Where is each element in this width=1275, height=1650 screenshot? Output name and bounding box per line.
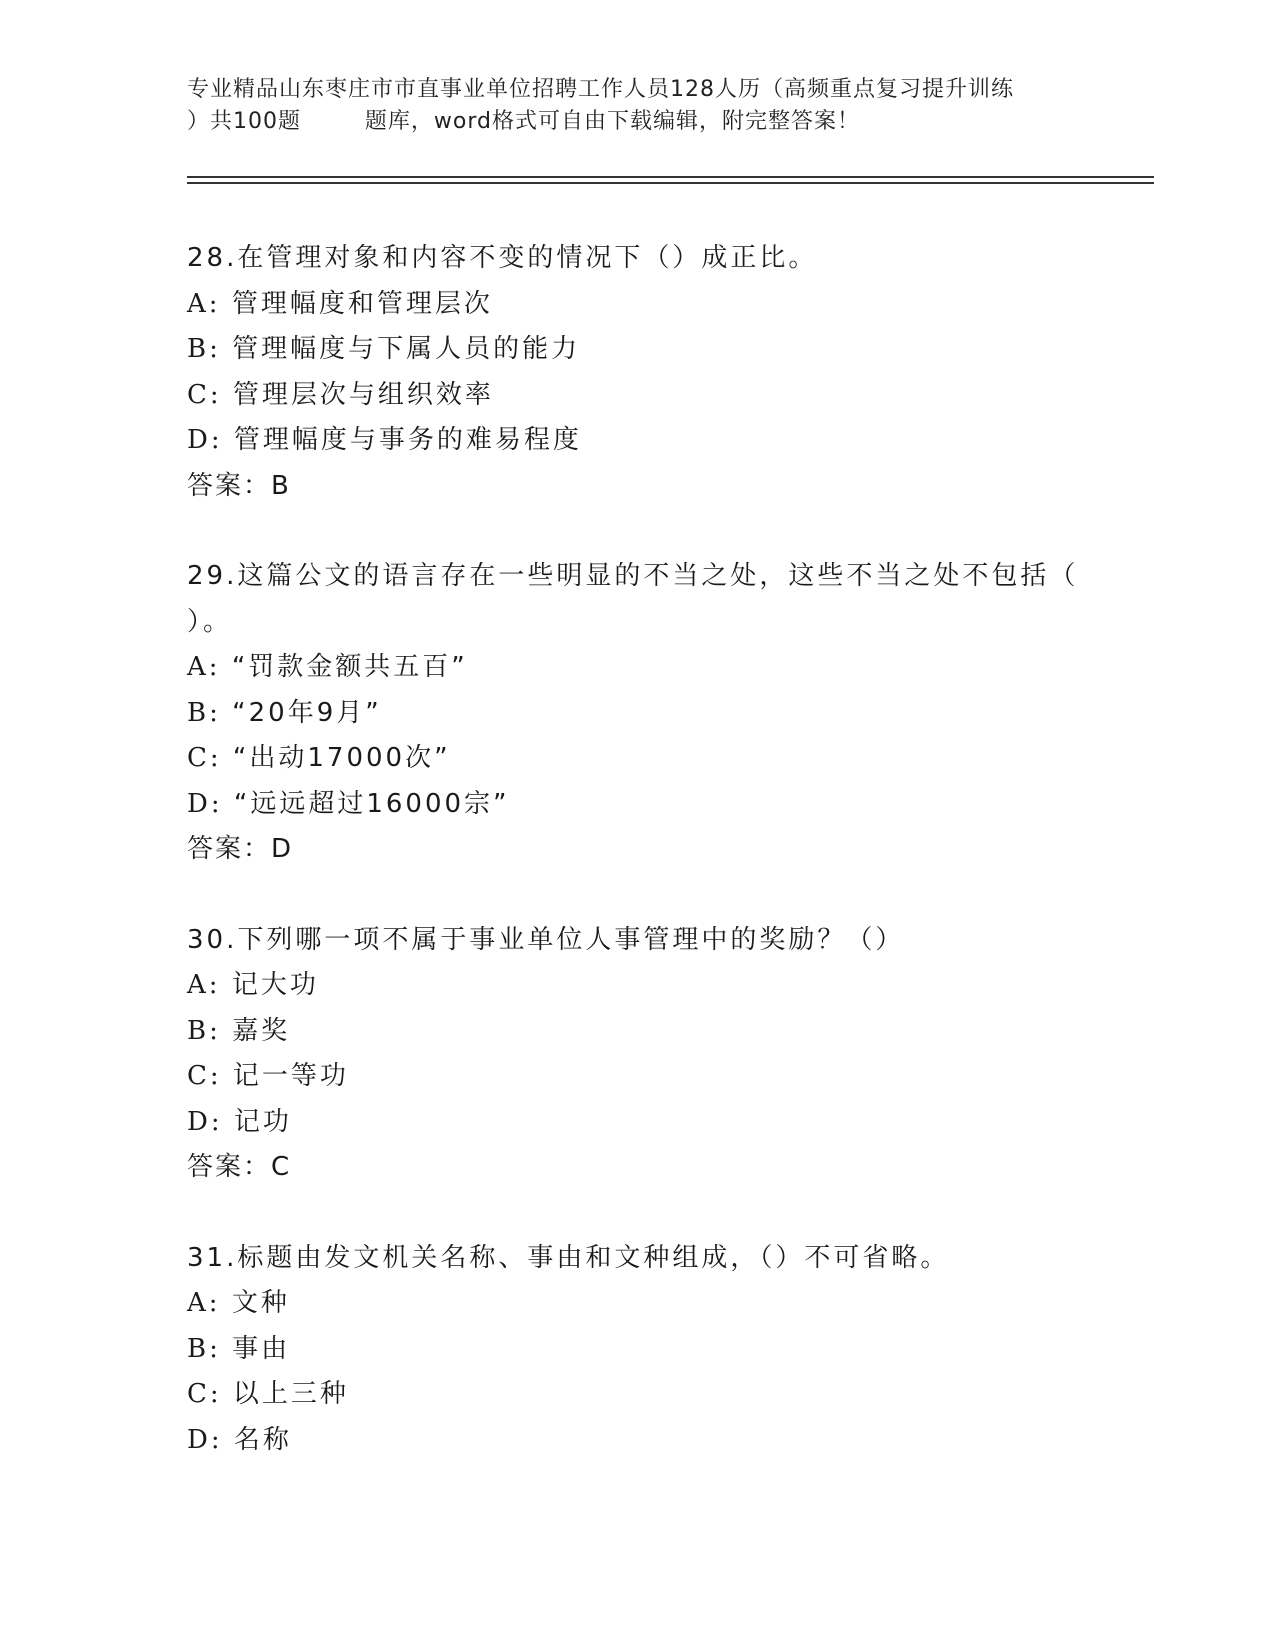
option-letter: A: [187,1288,221,1318]
option-text: 管理幅度与下属人员的能力 [232,334,581,364]
question-text: 31.标题由发文机关名称、事由和文种组成，（）不可省略。 [187,1242,950,1273]
header-divider-top [187,176,1154,178]
option-b [187,1327,1087,1373]
option-text: 嘉奖 [232,1015,291,1046]
option-b [187,327,1087,373]
option-letter: B: [187,1015,221,1046]
option-a [187,963,1087,1009]
option-letter: A: [187,970,221,1000]
option-letter: B: [187,334,221,364]
question-item [187,1236,1087,1464]
option-letter: D: [187,788,223,819]
option-letter: C: [187,1061,222,1091]
option-c [187,736,1087,782]
option-c [187,1054,1087,1100]
question-text: 29.这篇公文的语言存在一些明显的不当之处，这些不当之处不包括（ [187,561,1079,591]
option-text: 管理层次与组织效率 [232,379,494,410]
header-divider-bottom [187,182,1154,184]
question-item [187,236,1087,509]
option-d [187,1418,1087,1464]
option-text: “罚款金额共五百” [231,652,468,682]
question-text-continued: ）。 [187,606,233,637]
option-letter: C: [187,743,222,773]
question-item [187,918,1087,1191]
document-header [187,74,1087,138]
option-text: 管理幅度与事务的难易程度 [233,425,582,455]
option-text: 管理幅度和管理层次 [231,288,493,319]
answer-value: C [271,1152,293,1182]
option-letter: B: [187,1333,221,1364]
option-text: “出动17000次” [232,743,451,773]
question-text: 30.下列哪一项不属于事业单位人事管理中的奖励？（） [187,924,905,955]
option-text: “远远超过16000宗” [233,788,510,819]
option-letter: C: [187,379,222,410]
option-letter: D: [187,425,223,455]
option-letter: D: [187,1106,223,1137]
answer-label: 答案： [187,1152,272,1182]
question-item [187,554,1087,873]
question-text: 28.在管理对象和内容不变的情况下（）成正比。 [187,243,818,273]
option-text: 记一等功 [232,1061,349,1091]
option-b [187,691,1087,737]
option-a [187,645,1087,691]
option-letter: D: [187,1424,223,1455]
header-title-line-2: ）共100题 题库，word格式可自由下载编辑，附完整答案！ [187,109,861,134]
answer-line [187,464,1087,510]
header-title-line-1: 专业精品山东枣庄市市直事业单位招聘工作人员128人历（高频重点复习提升训练 [187,77,1014,102]
option-c [187,1372,1087,1418]
answer-label: 答案： [187,834,272,864]
option-letter: A: [187,652,221,682]
option-text: 记大功 [231,970,319,1000]
option-c [187,373,1087,419]
answer-line [187,827,1087,873]
option-text: 记功 [233,1106,292,1137]
option-letter: B: [187,697,221,728]
option-b [187,1009,1087,1055]
option-letter: C: [187,1379,222,1409]
answer-value: B [271,470,292,501]
option-d [187,1100,1087,1146]
option-text: “20年9月” [232,697,382,728]
answer-value: D [271,834,295,864]
option-a [187,1281,1087,1327]
option-d [187,418,1087,464]
answer-line [187,1145,1087,1191]
option-a [187,282,1087,328]
option-text: 名称 [233,1424,292,1455]
option-letter: A: [187,288,221,319]
option-text: 事由 [232,1333,291,1364]
option-text: 文种 [231,1288,290,1318]
option-text: 以上三种 [232,1379,349,1409]
answer-label: 答案： [187,470,272,501]
question-list [187,236,1087,1508]
option-d [187,782,1087,828]
